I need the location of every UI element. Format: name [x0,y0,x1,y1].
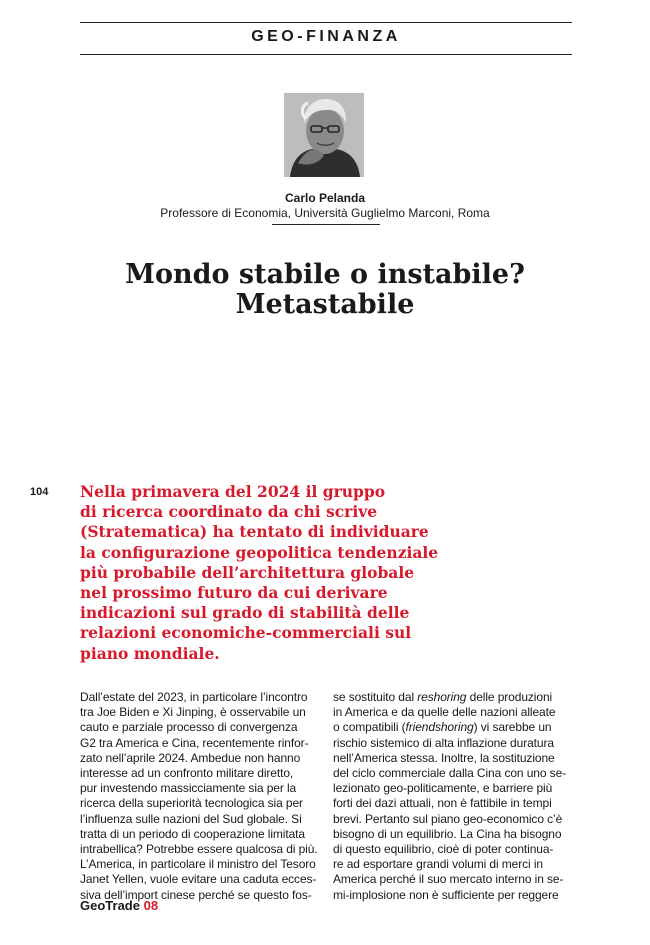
footer-brand [80,898,158,913]
lead-line: la configurazione geopolitica tendenziale [80,542,439,562]
body-line: lezionato geo-politicamente, e barriere più [333,781,553,796]
body-line: bisogno di un equilibrio. La Cina ha bisogno [333,826,562,841]
author-role: Professore di Economia, Università Guglielmo Marconi, Roma [160,206,490,220]
body-line: pur investendo massicciamente sia per la [80,781,297,796]
body-line: brevi. Pertanto sul piano geo-economico c’è [333,811,563,826]
body-text: o compatibili ( [333,720,406,735]
lead-line: piano mondiale. [80,643,220,663]
body-line [333,720,573,735]
body-text: delle produzioni [466,690,553,704]
body-line: nell’America stessa. Inoltre, la sostituzione [333,750,555,765]
body-line: tra Joe Biden e Xi Jinping, è osservabile un [80,705,306,720]
author-name: Carlo Pelanda [284,191,366,205]
body-line: ricerca della superiorità tecnologica sia per [80,796,303,811]
author-divider [272,224,380,225]
body-column-right [333,690,573,903]
section-title: GEO-FINANZA [251,28,401,45]
author-portrait-image [284,93,364,177]
body-line: in America e da quelle delle nazioni alleate [333,705,556,720]
body-line: siva dell’import cinese perché se questo fos- [80,887,312,902]
article-title-line: Mondo stabile o instabile? [125,259,525,290]
header-top-rule [80,22,572,23]
body-line: interesse ad un confronto militare diretto, [80,766,294,781]
body-line: zato nell’aprile 2024. Ambedue non hanno [80,750,301,765]
header-bottom-rule [80,54,572,55]
body-line: cauto e parziale processo di convergenza [80,720,298,735]
body-line: America perché il suo mercato interno in se- [333,872,564,887]
lead-line: (Stratematica) ha tentato di individuare [80,522,429,542]
lead-line: relazioni economiche-commerciali sul [80,623,412,643]
body-text: ) vi sarebbe un [473,720,552,735]
body-line: Janet Yellen, vuole evitare una caduta ecces- [80,872,317,887]
body-line: di questo equilibrio, cioè di poter continua- [333,842,554,857]
body-italic-term: reshoring [417,690,467,704]
body-line: forti dei dazi attuali, non è fattibile in tempi [333,796,552,811]
page-number: 104 [30,486,49,498]
lead-line: nel prossimo futuro da cui derivare [80,583,388,603]
body-italic-term: friendshoring [405,720,474,735]
body-text: se sostituito dal [333,690,418,704]
body-line: del ciclo commerciale dalla Cina con uno se- [333,766,567,781]
article-title [0,260,650,320]
body-line: re ad esportare grandi volumi di merci in [333,857,543,872]
lead-line: Nella primavera del 2024 il gruppo [80,482,386,501]
issue-number: 08 [143,898,159,913]
body-column-left [80,690,320,903]
body-line: L’America, in particolare il ministro del Tesoro [80,857,316,872]
body-line: l’influenza sulle nazioni del Sud globale. Si [80,811,302,826]
body-line: intrabellica? Potrebbe essere qualcosa di più. [80,842,318,857]
lead-paragraph [80,482,580,664]
lead-line: indicazioni sul grado di stabilità delle [80,603,410,623]
body-line [333,690,573,705]
body-line: Dall’estate del 2023, in particolare l’incontro [80,690,308,704]
author-photo [284,93,364,177]
article-title-line: Metastabile [235,289,415,320]
lead-line: più probabile dell’architettura globale [80,562,415,582]
body-line: mi-implosione non è sufficiente per reggere [333,887,559,902]
body-line: G2 tra America e Cina, recentemente rinfor- [80,735,309,750]
lead-line: di ricerca coordinato da chi scrive [80,502,378,522]
body-line: tratta di un periodo di cooperazione limitata [80,826,305,841]
body-line: rischio sistemico di alta inflazione duratura [333,735,554,750]
magazine-name: GeoTrade [80,898,140,913]
